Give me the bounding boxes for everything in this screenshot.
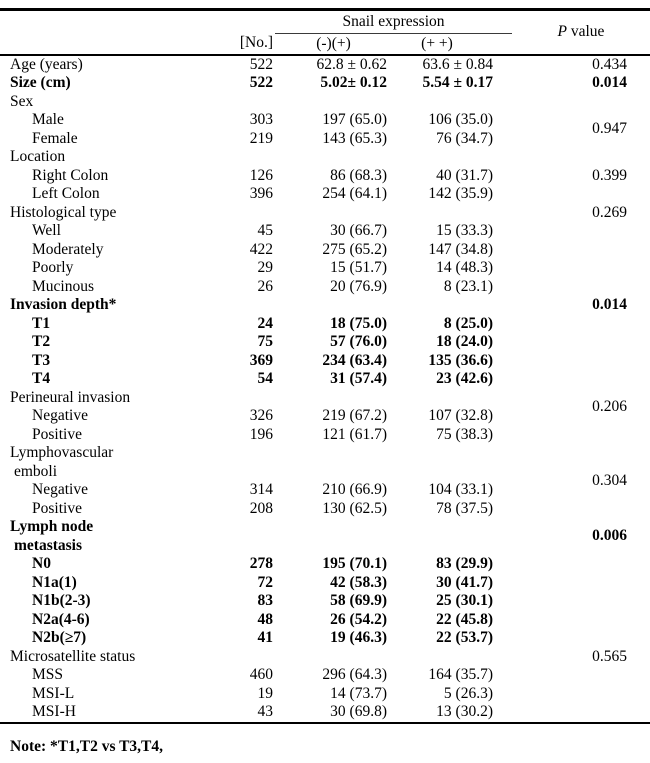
cell-count: 29 [257,259,273,276]
table-row [0,518,650,555]
cell-snail-pos: 40 (31.7) [436,166,493,184]
table-row [0,666,650,685]
table-row [0,93,650,112]
cell-snail-neg: 58 (69.9) [330,592,387,609]
cell-snail-neg: 31 (57.4) [330,370,387,387]
header-empty-cell [0,10,275,34]
row-label: Sex [10,92,34,110]
row-label: Invasion depth* [10,296,117,313]
cell-snail-pos: 22 (53.7) [436,629,493,646]
cell-snail-pos: 104 (33.1) [428,481,493,498]
cell-p-value: 0.434 [592,55,627,73]
cell-snail-neg: 275 (65.2) [322,240,387,258]
row-label: Right Colon [32,166,109,184]
cell-count [232,93,275,112]
cell-snail-neg: 197 (65.0) [322,111,387,128]
cell-snail-pos [392,444,512,481]
cell-count [232,296,275,315]
cell-snail-pos: 142 (35.9) [428,185,493,202]
cell-snail-neg: 19 (46.3) [330,629,387,646]
cell-p-value: 0.565 [592,647,627,665]
cell-count [232,444,275,481]
cell-snail-pos: 14 (48.3) [436,259,493,276]
cell-p-value [512,611,650,630]
table-row [0,259,650,278]
p-value-column-header [512,10,650,55]
row-label: N2b(≥7) [32,629,87,646]
cell-snail-pos: 75 (38.3) [436,425,493,443]
cell-count: 396 [249,185,273,202]
cell-snail-neg [275,518,392,555]
row-label: T2 [32,333,51,350]
cell-snail-pos: 107 (32.8) [428,407,493,424]
cell-p-value [512,666,650,685]
row-label: Perineural invasion [10,388,131,406]
row-label: Female [32,129,78,147]
cell-snail-neg: 195 (70.1) [322,555,387,572]
row-label-line2: metastasis [14,536,83,554]
cell-p-value: 0.304 [592,471,627,489]
table-row [0,185,650,204]
cell-count: 19 [257,684,273,702]
cell-snail-pos [392,93,512,112]
cell-p-value [512,93,650,112]
cell-snail-neg [275,389,392,408]
table-row [0,148,650,167]
cell-count: 41 [257,629,273,646]
row-label: Moderately [32,240,104,258]
table-row [0,55,650,75]
cell-p-value: 0.947 [592,120,627,138]
row-label: Microsatellite status [10,647,136,665]
no-column-header: [No.] [232,34,275,55]
cell-snail-neg: 219 (67.2) [322,407,387,424]
p-italic-label: P [557,23,567,40]
cell-snail-neg: 20 (76.9) [330,277,387,295]
cell-count: 369 [249,351,273,369]
header-row-group [0,10,650,34]
cell-p-value [512,370,650,389]
cell-snail-pos: 5 (26.3) [443,684,493,702]
cell-count [232,148,275,167]
row-label: Well [32,222,61,239]
cell-snail-pos: 135 (36.6) [428,351,493,369]
cell-p-value: 0.014 [592,296,627,313]
cell-snail-pos: 18 (24.0) [436,333,493,350]
cell-p-value [512,259,650,278]
cell-snail-neg [275,296,392,315]
cell-snail-neg: 5.02± 0.12 [320,74,387,91]
cell-count: 326 [249,407,273,424]
cell-count [232,204,275,223]
cell-p-value: 0.269 [592,203,627,221]
cell-snail-neg: 30 (66.7) [330,222,387,239]
cell-p-value [512,185,650,204]
table-row [0,241,650,260]
table-row [0,648,650,667]
cell-count: 24 [257,314,273,332]
table-row [0,222,650,241]
cell-snail-neg: 254 (64.1) [322,185,387,202]
cell-p-value [512,241,650,260]
cell-snail-pos [392,204,512,223]
cell-snail-neg: 26 (54.2) [330,610,387,628]
cell-snail-pos: 8 (25.0) [443,314,493,332]
cell-p-value: 0.014 [592,74,627,91]
row-label: Mucinous [32,277,94,295]
table-row [0,574,650,593]
table-row [0,204,650,223]
cell-snail-pos [392,148,512,167]
table-note: Note: *T1,T2 vs T3,T4, [10,737,164,755]
cell-count [232,518,275,555]
table-row [0,315,650,334]
cell-count: 460 [249,666,273,683]
snail-expression-group-header: Snail expression [275,10,512,34]
cell-count: 303 [249,111,273,128]
clinical-characteristics-table [0,8,650,724]
row-label: MSI-L [32,684,75,702]
cell-p-value: 0.006 [592,527,627,545]
row-label: Location [10,148,66,165]
table-row [0,389,650,408]
cell-p-value [512,278,650,297]
row-label: Poorly [32,259,74,276]
cell-snail-pos: 30 (41.7) [436,573,493,591]
table-row [0,333,650,352]
cell-count: 72 [257,573,273,591]
cell-p-value [512,222,650,241]
cell-snail-pos: 106 (35.0) [428,111,493,128]
row-label: Age (years) [10,55,83,73]
cell-p-value [512,629,650,648]
cell-p-value [512,315,650,334]
row-label: Size (cm) [10,74,71,91]
row-label: N1b(2-3) [32,592,91,609]
table-row [0,167,650,186]
cell-snail-pos: 23 (42.6) [436,370,493,387]
cell-snail-neg: 62.8 ± 0.62 [316,55,387,73]
cell-p-value [512,352,650,371]
table-header [0,10,650,55]
cell-snail-neg: 86 (68.3) [330,166,387,184]
table-row [0,703,650,723]
table-row [0,629,650,648]
row-label: N1a(1) [32,573,77,591]
row-label: T3 [32,351,51,369]
cell-snail-neg [275,204,392,223]
cell-count: 45 [257,222,273,239]
cell-count: 278 [249,555,273,572]
cell-count: 522 [249,74,273,91]
cell-snail-neg [275,648,392,667]
cell-snail-pos [392,389,512,408]
table-row [0,370,650,389]
cell-snail-neg [275,93,392,112]
cell-p-value [512,574,650,593]
cell-p-value: 0.206 [592,397,627,415]
cell-snail-pos: 83 (29.9) [436,555,493,572]
cell-snail-neg: 143 (65.3) [322,129,387,147]
cell-snail-pos: 164 (35.7) [428,666,493,683]
row-label: Left Colon [32,185,100,202]
cell-count: 43 [232,703,275,723]
cell-p-value: 0.399 [592,166,627,184]
cell-snail-pos: 5.54 ± 0.17 [422,74,493,91]
pos-high-column-header: (+ +) [392,34,512,55]
row-label: Negative [32,481,88,498]
header-empty-cell [0,34,232,55]
cell-p-value [512,592,650,611]
row-label: Lymphovascular emboli [10,444,114,480]
cell-snail-pos: 13 (30.2) [392,703,512,723]
cell-snail-neg: 296 (64.3) [322,666,387,683]
cell-snail-pos [392,296,512,315]
table-row [0,611,650,630]
cell-snail-neg: 30 (69.8) [275,703,392,723]
cell-count [232,389,275,408]
table-row [0,111,650,130]
cell-count: 126 [249,166,273,184]
cell-p-value [512,148,650,167]
cell-snail-pos [392,518,512,555]
table-row [0,555,650,574]
cell-snail-neg [275,148,392,167]
cell-snail-pos: 22 (45.8) [436,610,493,628]
cell-count: 54 [257,370,273,387]
table-row [0,426,650,445]
cell-snail-pos [392,648,512,667]
cell-count [232,648,275,667]
table-row [0,444,650,481]
table-row [0,685,650,704]
cell-snail-pos: 15 (33.3) [436,222,493,239]
cell-count: 83 [257,592,273,609]
cell-snail-neg: 234 (63.4) [322,351,387,369]
row-label: Histological type [10,203,117,221]
neg-pos-low-column-header: (-)(+) [275,34,392,55]
row-label: MSS [32,666,64,683]
cell-snail-pos: 63.6 ± 0.84 [422,55,493,73]
table-body [0,55,650,723]
row-label: N0 [32,555,51,572]
cell-snail-neg: 130 (62.5) [322,499,387,517]
cell-snail-pos: 78 (37.5) [436,499,493,517]
cell-count: 219 [249,129,273,147]
cell-p-value [512,703,650,723]
cell-count: 314 [249,481,273,498]
cell-snail-pos: 76 (34.7) [436,129,493,147]
cell-count: 422 [249,240,273,258]
cell-p-value [512,555,650,574]
row-label: Male [32,111,64,128]
cell-count: 522 [249,55,273,73]
cell-snail-pos: 147 (34.8) [428,240,493,258]
cell-snail-neg: 18 (75.0) [330,314,387,332]
table-row [0,278,650,297]
cell-count: 48 [257,610,273,628]
cell-snail-neg: 14 (73.7) [330,684,387,702]
row-label: MSI-H [0,703,232,723]
cell-snail-pos: 25 (30.1) [436,592,493,609]
row-label: Positive [32,499,82,517]
cell-snail-neg: 42 (58.3) [330,573,387,591]
cell-snail-neg [275,444,392,481]
row-label: T4 [32,370,51,387]
cell-snail-neg: 210 (66.9) [322,481,387,498]
row-label-line2: emboli [14,462,58,480]
cell-snail-neg: 121 (61.7) [322,425,387,443]
cell-count: 196 [249,425,273,443]
table-row [0,352,650,371]
cell-p-value [512,426,650,445]
cell-p-value [512,685,650,704]
table-row [0,74,650,93]
cell-count: 26 [257,277,273,295]
cell-p-value [512,333,650,352]
table-row [0,296,650,315]
row-label: T1 [32,314,51,332]
row-label: N2a(4-6) [32,610,90,628]
row-label: Negative [32,407,88,424]
row-label: Positive [32,425,82,443]
cell-snail-pos: 8 (23.1) [443,277,493,295]
cell-snail-neg: 15 (51.7) [330,259,387,276]
cell-snail-neg: 57 (76.0) [330,333,387,350]
p-value-label-rest: value [567,23,605,40]
cell-count: 75 [257,333,273,350]
row-label: Lymph node metastasis [10,518,94,554]
cell-count: 208 [249,499,273,517]
table-row [0,592,650,611]
